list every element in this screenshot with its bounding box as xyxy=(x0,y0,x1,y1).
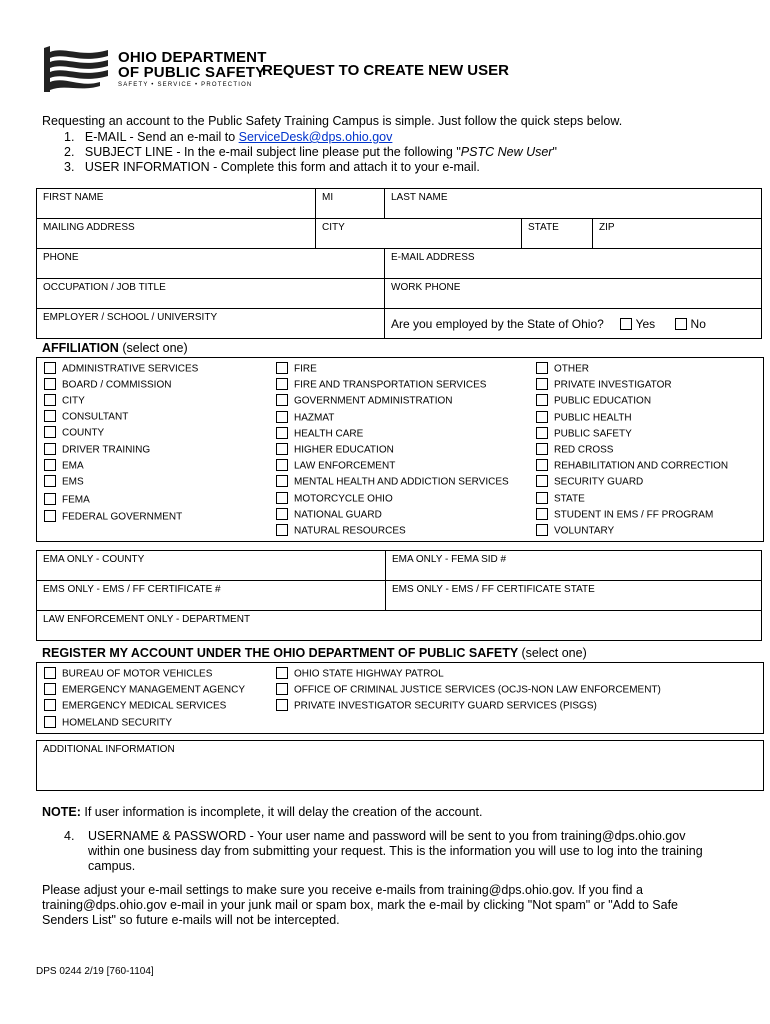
affiliation-checkbox[interactable] xyxy=(44,459,56,471)
affiliation-option[interactable] xyxy=(536,476,643,488)
affiliation-option[interactable] xyxy=(536,363,589,375)
affiliation-checkbox[interactable] xyxy=(276,378,288,390)
affiliation-option[interactable] xyxy=(276,412,334,424)
affiliation-checkbox[interactable] xyxy=(44,443,56,455)
register-option[interactable] xyxy=(44,668,212,680)
register-checkbox[interactable] xyxy=(44,683,56,695)
mi-label: MI xyxy=(322,192,334,203)
affiliation-label: LAW ENFORCEMENT xyxy=(294,460,396,472)
mi-field[interactable] xyxy=(316,189,385,219)
step-4-line-2: within one business day from submitting your request. This is the information you will use to log into the training xyxy=(88,844,703,858)
yes-checkbox[interactable] xyxy=(620,318,632,330)
affiliation-option[interactable] xyxy=(276,428,363,440)
affiliation-option[interactable] xyxy=(276,395,453,407)
ema-county-label: EMA ONLY - COUNTY xyxy=(43,554,145,565)
affiliation-option[interactable] xyxy=(536,379,672,391)
step-3-text: USER INFORMATION - Complete this form and attach it to your e-mail. xyxy=(84,160,480,174)
affiliation-checkbox[interactable] xyxy=(44,475,56,487)
user-info-table xyxy=(36,188,762,339)
affiliation-option[interactable] xyxy=(536,428,632,440)
affiliation-checkbox[interactable] xyxy=(276,411,288,423)
affiliation-checkbox[interactable] xyxy=(536,378,548,390)
affiliation-checkbox[interactable] xyxy=(536,411,548,423)
first-name-field[interactable] xyxy=(37,189,316,219)
affiliation-option[interactable] xyxy=(44,427,104,439)
city-label: CITY xyxy=(322,222,345,233)
state-label: STATE xyxy=(528,222,559,233)
affiliation-option[interactable] xyxy=(276,509,382,521)
occupation-label: OCCUPATION / JOB TITLE xyxy=(43,282,166,293)
org-name-line2: OF PUBLIC SAFETY xyxy=(118,64,266,81)
affiliation-option[interactable] xyxy=(44,460,84,472)
affiliation-label: NATIONAL GUARD xyxy=(294,509,382,521)
affiliation-option[interactable] xyxy=(536,444,613,456)
affiliation-checkbox[interactable] xyxy=(44,362,56,374)
register-select-one: (select one) xyxy=(521,646,587,660)
state-employee-question xyxy=(385,309,762,339)
work-phone-field[interactable] xyxy=(385,279,762,309)
affiliation-checkbox[interactable] xyxy=(276,508,288,520)
ems-certificate-state-label: EMS ONLY - EMS / FF CERTIFICATE STATE xyxy=(392,584,595,595)
no-label: No xyxy=(690,316,706,331)
register-checkbox[interactable] xyxy=(276,667,288,679)
register-option[interactable] xyxy=(44,700,226,712)
affiliation-option[interactable] xyxy=(44,379,171,391)
affiliation-checkbox[interactable] xyxy=(536,492,548,504)
register-option[interactable] xyxy=(276,684,661,696)
affiliation-label: PUBLIC EDUCATION xyxy=(554,396,652,408)
affiliation-label: CITY xyxy=(62,395,85,407)
email-address-field[interactable] xyxy=(385,249,762,279)
affiliation-label: FEDERAL GOVERNMENT xyxy=(62,511,183,523)
adjust-line-2: training@dps.ohio.gov e-mail in your junk mail or spam box, mark the e-mail by clicking "Not spam" or "Add to Safe xyxy=(42,898,678,912)
affiliation-option[interactable] xyxy=(44,395,85,407)
affiliation-option[interactable] xyxy=(276,363,317,375)
state-employee-label: Are you employed by the State of Ohio? xyxy=(391,316,604,331)
step-1 xyxy=(64,130,392,144)
register-label: OHIO STATE HIGHWAY PATROL xyxy=(294,668,444,680)
affiliation-label: SECURITY GUARD xyxy=(554,477,644,489)
affiliation-option[interactable] xyxy=(44,511,182,523)
special-fields-table xyxy=(36,550,762,641)
affiliation-checkbox[interactable] xyxy=(276,362,288,374)
form-id: DPS 0244 2/19 [760-1104] xyxy=(36,966,154,977)
intro-text: Requesting an account to the Public Safety Training Campus is simple. Just follow the quick steps below. xyxy=(42,114,623,128)
affiliation-checkbox[interactable] xyxy=(276,394,288,406)
affiliation-checkbox[interactable] xyxy=(536,427,548,439)
register-title: REGISTER MY ACCOUNT UNDER THE OHIO DEPARTMENT OF PUBLIC SAFETY xyxy=(42,646,518,660)
mailing-address-label: MAILING ADDRESS xyxy=(43,222,135,233)
affiliation-label: FIRE xyxy=(294,363,317,375)
affiliation-label: HEALTH CARE xyxy=(294,428,364,440)
adjust-line-1: Please adjust your e-mail settings to make sure you receive e-mails from training@dps.ohio.gov. If you find a xyxy=(42,883,643,897)
affiliation-option[interactable] xyxy=(44,476,84,488)
affiliation-label: EMA xyxy=(62,460,84,472)
affiliation-label: RED CROSS xyxy=(554,444,614,456)
affiliation-checkbox[interactable] xyxy=(536,443,548,455)
register-label: PRIVATE INVESTIGATOR SECURITY GUARD SERVICES (PISGS) xyxy=(294,701,597,713)
yes-label: Yes xyxy=(635,316,656,331)
register-option[interactable] xyxy=(276,700,597,712)
register-checkbox[interactable] xyxy=(276,699,288,711)
affiliation-option[interactable] xyxy=(276,476,509,488)
first-name-label: FIRST NAME xyxy=(43,192,104,203)
affiliation-option[interactable] xyxy=(276,525,406,537)
step-4-line-3: campus. xyxy=(88,859,136,873)
affiliation-heading xyxy=(42,341,188,355)
no-checkbox[interactable] xyxy=(675,318,687,330)
affiliation-label: NATURAL RESOURCES xyxy=(294,525,406,537)
affiliation-label: STATE xyxy=(554,493,585,505)
affiliation-label: HAZMAT xyxy=(294,412,335,424)
step-2-end: " xyxy=(552,145,557,159)
state-field[interactable] xyxy=(522,219,593,249)
affiliation-label: DRIVER TRAINING xyxy=(62,444,151,456)
affiliation-option[interactable] xyxy=(536,493,585,505)
additional-information-field[interactable] xyxy=(36,740,764,791)
affiliation-checkbox[interactable] xyxy=(44,493,56,505)
affiliation-label: REHABILITATION AND CORRECTION xyxy=(554,460,729,472)
affiliation-checkbox[interactable] xyxy=(44,394,56,406)
affiliation-label: FEMA xyxy=(62,494,90,506)
step-4-line-1: USERNAME & PASSWORD - Your user name and password will be sent to you from training@dps.ohio.gov xyxy=(88,829,686,843)
additional-information-label: ADDITIONAL INFORMATION xyxy=(43,744,175,755)
ohio-dps-logo xyxy=(40,44,112,94)
law-department-label: LAW ENFORCEMENT ONLY - DEPARTMENT xyxy=(43,614,251,625)
ema-fema-sid-label: EMA ONLY - FEMA SID # xyxy=(392,554,507,565)
affiliation-checkbox[interactable] xyxy=(276,443,288,455)
ema-county-field[interactable] xyxy=(37,551,386,581)
register-label: OFFICE OF CRIMINAL JUSTICE SERVICES (OCJS-NON LAW ENFORCEMENT) xyxy=(294,684,661,696)
occupation-field[interactable] xyxy=(37,279,385,309)
register-checkbox[interactable] xyxy=(44,699,56,711)
affiliation-option[interactable] xyxy=(44,411,128,423)
affiliation-checkbox[interactable] xyxy=(536,362,548,374)
affiliation-option[interactable] xyxy=(44,444,150,456)
affiliation-label: STUDENT IN EMS / FF PROGRAM xyxy=(554,509,714,521)
affiliation-checkbox[interactable] xyxy=(536,475,548,487)
step-1-text: E-MAIL - Send an e-mail to xyxy=(84,130,239,144)
city-field[interactable] xyxy=(316,219,522,249)
step-1-number: 1. xyxy=(64,130,75,144)
register-option[interactable] xyxy=(276,668,444,680)
affiliation-label: HIGHER EDUCATION xyxy=(294,444,394,456)
affiliation-label: VOLUNTARY xyxy=(554,525,615,537)
step-2-subject: PSTC New User xyxy=(460,145,553,159)
affiliation-checkbox[interactable] xyxy=(44,410,56,422)
register-checkbox[interactable] xyxy=(276,683,288,695)
affiliation-checkbox[interactable] xyxy=(536,524,548,536)
affiliation-option[interactable] xyxy=(276,379,486,391)
affiliation-option[interactable] xyxy=(536,412,632,424)
affiliation-label: FIRE AND TRANSPORTATION SERVICES xyxy=(294,379,487,391)
register-label: EMERGENCY MEDICAL SERVICES xyxy=(62,701,227,713)
affiliation-label: PUBLIC HEALTH xyxy=(554,412,632,424)
affiliation-label: ADMINISTRATIVE SERVICES xyxy=(62,363,199,375)
affiliation-label: PUBLIC SAFETY xyxy=(554,428,632,440)
org-name-line1: OHIO DEPARTMENT xyxy=(118,49,267,66)
affiliation-option[interactable] xyxy=(276,444,394,456)
last-name-label: LAST NAME xyxy=(391,192,448,203)
affiliation-checkbox[interactable] xyxy=(536,459,548,471)
step-2 xyxy=(64,145,557,159)
step-3-number: 3. xyxy=(64,160,75,174)
affiliation-label: MENTAL HEALTH AND ADDICTION SERVICES xyxy=(294,477,509,489)
employer-label: EMPLOYER / SCHOOL / UNIVERSITY xyxy=(43,312,218,323)
affiliation-checkbox[interactable] xyxy=(44,378,56,390)
affiliation-checkbox[interactable] xyxy=(536,508,548,520)
affiliation-checkbox[interactable] xyxy=(276,475,288,487)
affiliation-label: OTHER xyxy=(554,363,589,375)
step-3 xyxy=(64,160,480,174)
register-label: EMERGENCY MANAGEMENT AGENCY xyxy=(62,684,245,696)
affiliation-select-one: (select one) xyxy=(122,341,188,355)
mailing-address-field[interactable] xyxy=(37,219,316,249)
affiliation-option[interactable] xyxy=(536,395,651,407)
affiliation-label: EMS xyxy=(62,476,84,488)
affiliation-label: GOVERNMENT ADMINISTRATION xyxy=(294,396,453,408)
affiliation-label: CONSULTANT xyxy=(62,411,129,423)
affiliation-option[interactable] xyxy=(536,460,728,472)
step-2-number: 2. xyxy=(64,145,75,159)
phone-field[interactable] xyxy=(37,249,385,279)
employer-field[interactable] xyxy=(37,309,385,339)
last-name-field[interactable] xyxy=(385,189,762,219)
affiliation-option[interactable] xyxy=(276,460,395,472)
ems-certificate-state-field[interactable] xyxy=(386,581,762,611)
register-heading xyxy=(42,646,587,660)
step-2-text: SUBJECT LINE - In the e-mail subject line please put the following " xyxy=(84,145,461,159)
affiliation-label: PRIVATE INVESTIGATOR xyxy=(554,379,672,391)
affiliation-option[interactable] xyxy=(536,509,713,521)
affiliation-checkbox[interactable] xyxy=(44,510,56,522)
affiliation-checkbox[interactable] xyxy=(44,426,56,438)
register-option[interactable] xyxy=(44,717,172,729)
affiliation-title: AFFILIATION xyxy=(42,341,119,355)
affiliation-option[interactable] xyxy=(276,493,393,505)
service-desk-email-link[interactable]: ServiceDesk@dps.ohio.gov xyxy=(238,130,393,144)
affiliation-label: BOARD / COMMISSION xyxy=(62,379,172,391)
register-checkbox[interactable] xyxy=(44,716,56,728)
ohio-flag-icon xyxy=(40,44,112,94)
zip-label: ZIP xyxy=(599,222,615,233)
phone-label: PHONE xyxy=(43,252,79,263)
ems-certificate-label: EMS ONLY - EMS / FF CERTIFICATE # xyxy=(43,584,221,595)
register-label: BUREAU OF MOTOR VEHICLES xyxy=(62,668,213,680)
affiliation-checkbox[interactable] xyxy=(276,524,288,536)
affiliation-checkbox[interactable] xyxy=(276,427,288,439)
affiliation-option[interactable] xyxy=(44,363,198,375)
note xyxy=(42,805,482,819)
note-text: If user information is incomplete, it will delay the creation of the account. xyxy=(80,805,483,819)
affiliation-option[interactable] xyxy=(536,525,614,537)
affiliation-label: MOTORCYCLE OHIO xyxy=(294,493,393,505)
adjust-line-3: Senders List" so future e-mails will not be intercepted. xyxy=(42,913,340,927)
ems-certificate-field[interactable] xyxy=(37,581,386,611)
org-tagline: SAFETY • SERVICE • PROTECTION xyxy=(118,82,253,88)
note-label: NOTE: xyxy=(42,805,81,819)
affiliation-checkbox[interactable] xyxy=(276,459,288,471)
register-label: HOMELAND SECURITY xyxy=(62,717,173,729)
zip-field[interactable] xyxy=(593,219,762,249)
affiliation-option[interactable] xyxy=(44,494,90,506)
law-department-field[interactable] xyxy=(37,611,762,641)
step-4-number: 4. xyxy=(64,829,75,843)
ema-fema-sid-field[interactable] xyxy=(386,551,762,581)
affiliation-checkbox[interactable] xyxy=(536,394,548,406)
affiliation-label: COUNTY xyxy=(62,427,105,439)
work-phone-label: WORK PHONE xyxy=(391,282,461,293)
affiliation-checkbox[interactable] xyxy=(276,492,288,504)
page-title: REQUEST TO CREATE NEW USER xyxy=(262,62,509,79)
email-address-label: E-MAIL ADDRESS xyxy=(391,252,475,263)
register-option[interactable] xyxy=(44,684,245,696)
register-checkbox[interactable] xyxy=(44,667,56,679)
